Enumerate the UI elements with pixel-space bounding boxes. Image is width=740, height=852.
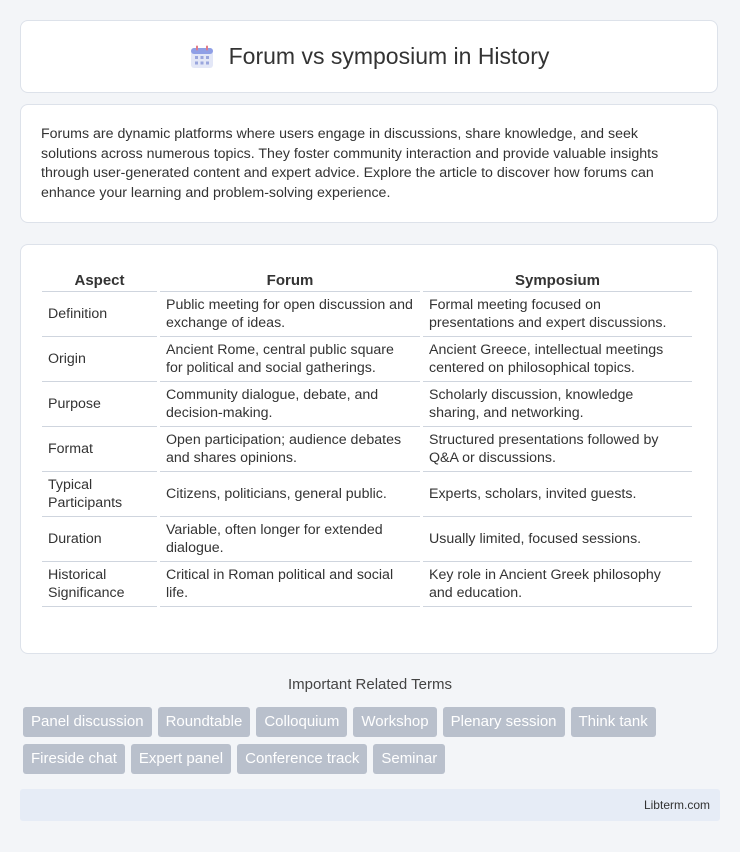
cell-symposium: Formal meeting focused on presentations and expert discussions. — [423, 292, 692, 337]
header-forum: Forum — [160, 265, 420, 292]
cell-aspect: Historical Significance — [42, 562, 157, 607]
table-row — [42, 292, 692, 337]
related-term-tag[interactable]: Expert panel — [131, 744, 231, 774]
related-term-tag[interactable]: Colloquium — [256, 707, 347, 737]
cell-forum: Community dialogue, debate, and decision-making. — [160, 382, 420, 427]
related-term-tag[interactable]: Panel discussion — [23, 707, 152, 737]
comparison-card — [20, 244, 718, 654]
page-title: Forum vs symposium in History — [228, 43, 550, 69]
cell-forum: Citizens, politicians, general public. — [160, 472, 420, 517]
cell-forum: Variable, often longer for extended dialogue. — [160, 517, 420, 562]
cell-aspect: Duration — [42, 517, 157, 562]
table-row — [42, 382, 692, 427]
cell-symposium: Scholarly discussion, knowledge sharing, and networking. — [423, 382, 692, 427]
related-term-tag[interactable]: Conference track — [237, 744, 367, 774]
cell-symposium: Usually limited, focused sessions. — [423, 517, 692, 562]
related-term-tag[interactable]: Plenary session — [443, 707, 565, 737]
table-row — [42, 427, 692, 472]
intro-card — [20, 104, 718, 223]
cell-forum: Ancient Rome, central public square for political and social gatherings. — [160, 337, 420, 382]
related-term-tag[interactable]: Think tank — [571, 707, 656, 737]
cell-aspect: Definition — [42, 292, 157, 337]
comparison-table — [39, 265, 695, 607]
cell-symposium: Ancient Greece, intellectual meetings centered on philosophical topics. — [423, 337, 692, 382]
related-term-tag[interactable]: Fireside chat — [23, 744, 125, 774]
table-row — [42, 562, 692, 607]
cell-forum: Open participation; audience debates and shares opinions. — [160, 427, 420, 472]
calendar-icon — [189, 44, 215, 70]
cell-aspect: Typical Participants — [42, 472, 157, 517]
table-row — [42, 517, 692, 562]
related-terms-list — [23, 707, 723, 774]
related-term-tag[interactable]: Workshop — [353, 707, 436, 737]
cell-aspect: Purpose — [42, 382, 157, 427]
header-aspect: Aspect — [42, 265, 157, 292]
footer-site-link[interactable]: Libterm.com — [643, 798, 710, 812]
related-term-tag[interactable]: Seminar — [373, 744, 445, 774]
cell-aspect: Format — [42, 427, 157, 472]
cell-forum: Critical in Roman political and social life. — [160, 562, 420, 607]
table-row — [42, 337, 692, 382]
cell-forum: Public meeting for open discussion and exchange of ideas. — [160, 292, 420, 337]
table-header-row — [42, 265, 692, 292]
cell-symposium: Experts, scholars, invited guests. — [423, 472, 692, 517]
related-terms-title: Important Related Terms — [288, 676, 452, 693]
table-row — [42, 472, 692, 517]
cell-symposium: Structured presentations followed by Q&A or discussions. — [423, 427, 692, 472]
cell-symposium: Key role in Ancient Greek philosophy and education. — [423, 562, 692, 607]
related-term-tag[interactable]: Roundtable — [158, 707, 251, 737]
header-symposium: Symposium — [423, 265, 692, 292]
header-card — [20, 20, 718, 93]
footer — [20, 789, 720, 821]
intro-text: Forums are dynamic platforms where users engage in discussions, share knowledge, and seek solutions across numerous topics. They foster community interaction and provide valuable insights through user-generated content and expert advice. Explore the article to discover how forums can enhance your learning and problem-solving experience. — [41, 126, 659, 201]
cell-aspect: Origin — [42, 337, 157, 382]
